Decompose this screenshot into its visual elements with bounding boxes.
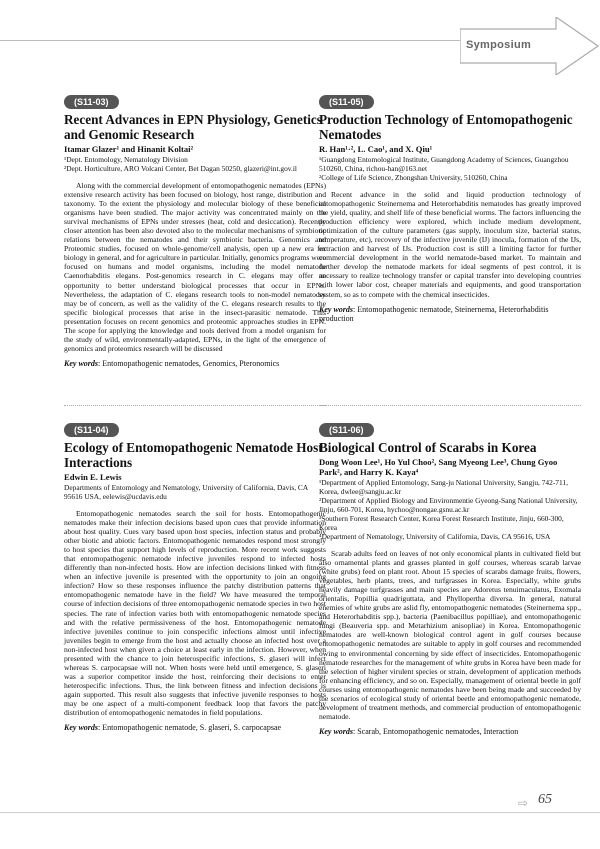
affiliation: ¹Dept. Entomology, Nematology Division xyxy=(64,155,188,164)
abstract-body: Recent advance in the solid and liquid production technology of entomopathogenic Steinernema and Heterorhabditis nematodes has greatly improved the yield, quality, and shelf life of these beneficial worms. The factors influencing the production efficiency were explored, which include medium development, optimization of the culture parameters (gas supply, inoculum size, bacterial status, temperature, etc), recovery of the infective juvenile (IJ) inocula, formation of the IJs, extraction and harvest of IJs. Production cost is still a limiting factor for further commercial development in the world nematode-based market. To maintain and further develop the nematode markets for ideal segments of pest control, it is necessary to realize technology transfer or capital transfer into developing countries with lower labor cost, cheaper materials and equipments, and good transportation system, so as to compete with the chemical insecticides. xyxy=(319,190,581,299)
abstract-code: (S11-05) xyxy=(319,95,374,109)
keywords-label: Key words xyxy=(319,726,353,736)
abstract-s11-05 xyxy=(319,92,581,323)
affiliation: ²College of Life Science, Zhongshan University, 510260, China xyxy=(319,173,508,182)
abstract-s11-03 xyxy=(64,92,326,368)
keywords-label: Key words xyxy=(64,358,98,368)
affiliation: ¹Department of Applied Entomology, Sang-ju National University, Sangju, 742-711, Korea, dwlee@sangju.ac.kr xyxy=(319,478,568,496)
abstract-authors: Dong Woon Lee¹, Ho Yul Choo², Sang Myeong Lee³, Chung Gyoo Park², and Harry K. Kaya⁴ xyxy=(319,457,558,477)
keywords xyxy=(64,723,326,732)
divider xyxy=(64,405,326,406)
abstract-body: Scarab adults feed on leaves of not only economical plants in cultivated field but also ornamental plants and grasses planted in golf courses, whereas scarab larvae (white grubs) feed on plant root. About 15 species of scarabs damage fruits, flowers, vegetables, herb plants, trees, and turfgrasses in Korea. Especially, white grubs heavily damage turfgrasses and main species are Adoretus tenuimaculatus, Exomala orientalis, Popillia quadriguttata, and Phyllopertha diversa. In general, natural enemies of white grubs are aslid fly, entomopathogenic nematodes (Steinernema spp., and Heterorhabditis spp.), bacteria (Paenibacillus popilliae), and entomopathogenic fungi (Beauveria spp. and Metarhizium anisopliae) in Korea. Entomopathogenic nematodes are well-known biological control agent in golf courses because entomopathogenic nematodes are suitable to apply in golf courses and recommended owing to environmental concerning by side effect of insecticides. Entomopathogenic nematode researches for the management of white grubs in Korea have been made for the selection of higher virulent species or strain, development of application methods for enhancing efficiency, and so on. Especially, management of oriental beetle in golf courses using entomopathogenic nematodes have been being made and succeeded by the scenarios of ecological study of oriental beetle and entomopathogenic nematode, development of treatment methods, and commercial production of entomopathogenic nematode. xyxy=(319,549,581,721)
abstract-authors: Edwin E. Lewis xyxy=(64,472,122,482)
affiliation: Departments of Entomology and Nematology, University of California, Davis, CA 95616 USA, eelewis@ucdavis.edu xyxy=(64,483,308,501)
abstract-code: (S11-06) xyxy=(319,423,374,437)
abstract-code: (S11-03) xyxy=(64,95,119,109)
keywords-text: : Entomopathogenic nematode, S. glaseri, S. carpocapsae xyxy=(98,723,282,733)
abstract-title: Production Technology of Entomopathogenic Nematodes xyxy=(319,112,573,142)
keywords-label: Key words xyxy=(319,304,353,314)
abstract-title: Biological Control of Scarabs in Korea xyxy=(319,440,537,455)
affiliation: ²Dept. Horticulture, ARO Volcani Center, Bet Dagan 50250, glazeri@int.gov.il xyxy=(64,164,297,173)
abstract-title: Recent Advances in EPN Physiology, Genetics and Genomic Research xyxy=(64,112,322,142)
affiliation: ²Department of Applied Biology and Environmentie Gyeong-Sang National University, Jinju, 660-701, Korea, hychoo@nongae.gsnu.ac.kr xyxy=(319,496,578,514)
affiliation: ¹Guangdong Entomological Institute, Guangdong Academy of Sciences, Guangzhou 510260, China, richou-han@163.net xyxy=(319,155,569,173)
section-label: Symposium xyxy=(466,39,532,51)
keywords-label: Key words xyxy=(64,723,98,733)
affiliation: ³Southern Forest Research Center, Korea Forest Research Institute, Jinju, 660-300, Korea xyxy=(319,514,564,532)
affiliation: ⁴Department of Nematology, University of California, Davis, CA 95616, USA xyxy=(319,532,551,541)
abstract-s11-06 xyxy=(319,420,581,736)
abstract-authors: Itamar Glazer¹ and Hinanit Koltai² xyxy=(64,144,194,154)
abstract-authors: R. Han¹·², L. Cao¹, and X. Qiu¹ xyxy=(319,144,433,154)
page-number: 65 xyxy=(538,792,552,807)
abstract-s11-04 xyxy=(64,420,326,732)
keywords-text: : Scarab, Entomopathogenic nematodes, Interaction xyxy=(353,726,519,736)
header-rule xyxy=(0,40,462,41)
keywords xyxy=(64,359,326,368)
keywords-text: : Entomopathogenic nematode, Steinernema, Heterorhabditis production xyxy=(319,304,549,323)
keywords-text: : Entomopathogenic nematodes, Genomics, Pteronomics xyxy=(98,358,280,368)
keywords xyxy=(319,727,581,736)
abstract-code: (S11-04) xyxy=(64,423,119,437)
abstract-body: Entomopathogenic nematodes search the soil for hosts. Entomopathogenic nematodes make their infection decisions based upon cues that provide information about host quality. Cues vary based upon host species, infection status and probably other biotic and abiotic factors. Entomopathogenic nematodes respond most strongly to host species that support high levels of reproduction. More recent work suggests that entomopathogenic nematode infective juveniles respond to infected hosts differently than non-infected hosts. How are infection decisions linked with fitness when an infective juvenile is presented with the opportunity to join an ongoing infection? How so these responses influence the patchy distribution patterns that entomopathogenic nematode have in the field? We have measured the temporal course of infection decisions of three entomopathogenic nematode species in two host species. The rate of infection varies both with entomopathogenic nematode species and with the relative permissiveness of the host. Entomopathogenic nematode infective juveniles continue to join conspecific infections almost until infective juveniles begin to emerge from the host and actually choose an infected host over a non-infected host when given a choice at least early in the infection. However, when presented with the chance to join heterospecific infections, S. glaseri will infect whereas S. carpocapsae will not. When hosts were held until emergence, S. glaseri was a superior competitor inside the host, reinforcing their decisions to enter heterospecific infections. Thus, the link between fitness and infection decisions is again supported. This result also suggests that infective juvenile responses to hosts may be one aspect of a multi-component feedback loop that favors the patchy distribution of entomopathogenic nematodes in field populations. xyxy=(64,509,326,718)
keywords xyxy=(319,305,581,323)
footer-rule xyxy=(0,812,600,813)
abstract-title: Ecology of Entomopathogenic Nematode Host Interactions xyxy=(64,440,323,470)
abstract-body: Along with the commercial development of entomopathogenic nematodes (EPNs) extensive research activity has been focused on biology, host range, distribution and taxonomy. To the extent the physiology and molecular biology of these beneficial organisms have been studied. The major activity was concentrated mainly on the survival mechanisms of EPNs under stresses (heat, cold and desiccation). Recently closer attention has been also devoted also to the molecular mechanisms of symbiotic relations between the nematodes and their symbiotic bacteria. Genomics and Proteomic studies, focused on whole-genome/cell analysis, open up a new era for biology in general, and for agriculture in particular. Initially, genomics programs were focused on humans and model organisms, including the model nematode Caenorhabditis elegans. Post-genomics research in C. elegans may offer an opportunity to better understand biological processes that occur in EPNs. Nevertheless, the adaptation of C. elegans research tools to non-model nematodes may be of concern, as well as the validity of the C. elegans research results to the specific biological processes that arise in the insect-parasitic nematode. This presentation focuses on recent genomics and proteomic approaches studies in EPN. The scope for applying the knowledge and tools derived from a model organism for the study of wild, environmentally-adapted, EPNs, in the light of the emergence of genomics and proteomics research will be discussed xyxy=(64,181,326,353)
divider xyxy=(319,405,581,406)
page-arrow-icon: ⇨ xyxy=(518,796,529,810)
